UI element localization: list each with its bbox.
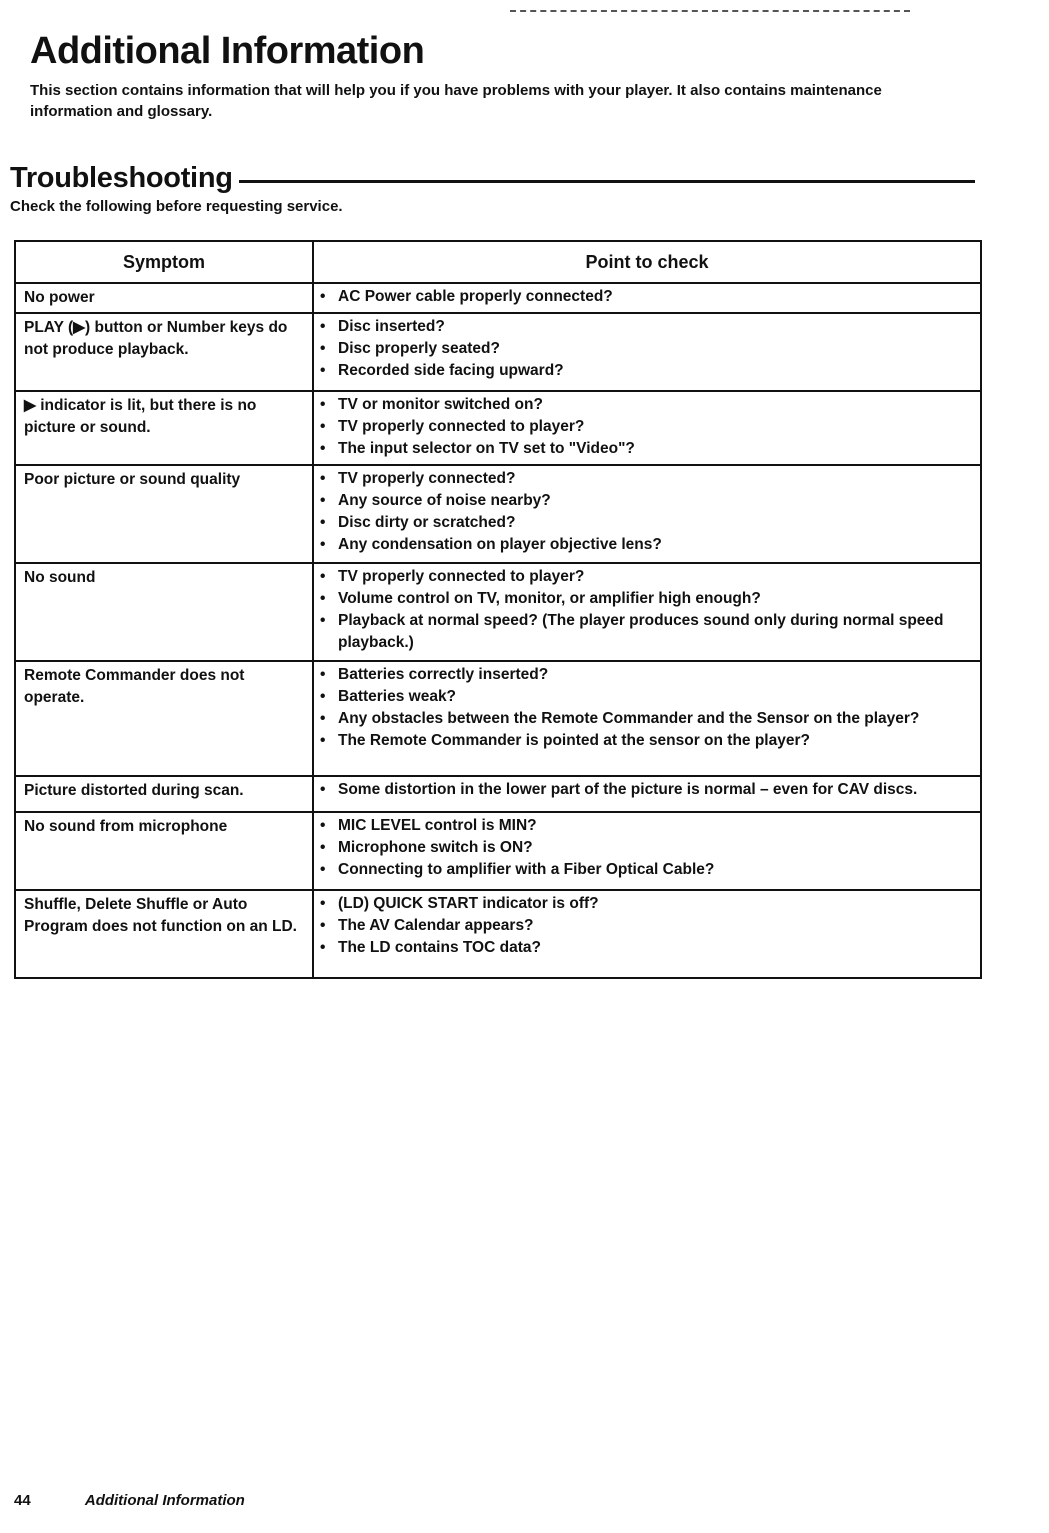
page-title: Additional Information <box>30 30 425 72</box>
table-row <box>15 283 981 313</box>
points-cell <box>313 563 981 661</box>
check-point-item: • The AV Calendar appears? <box>316 915 976 937</box>
check-point-item: • Batteries correctly inserted? <box>316 664 976 686</box>
table-header-row <box>15 241 981 283</box>
points-cell <box>313 776 981 812</box>
symptom-cell: Shuffle, Delete Shuffle or Auto Program does not function on an LD. <box>15 890 313 978</box>
troubleshooting-table <box>14 240 982 979</box>
symptom-cell: No power <box>15 283 313 313</box>
intro-paragraph: This section contains information that will help you if you have problems with your player. It also contains maintenance information and glossary. <box>30 82 882 120</box>
column-header-symptom: Symptom <box>15 241 313 283</box>
check-point-item: • TV properly connected? <box>316 468 976 490</box>
points-cell <box>313 890 981 978</box>
points-list <box>316 815 976 881</box>
check-point-item: • Connecting to amplifier with a Fiber Optical Cable? <box>316 859 976 881</box>
symptom-cell: No sound <box>15 563 313 661</box>
symptom-cell: ▶ indicator is lit, but there is no picture or sound. <box>15 391 313 465</box>
table-row <box>15 812 981 890</box>
table-row <box>15 563 981 661</box>
check-point-item: • Any condensation on player objective lens? <box>316 534 976 556</box>
points-cell <box>313 812 981 890</box>
points-list <box>316 286 976 308</box>
top-dashed-rule <box>510 10 910 12</box>
points-cell <box>313 283 981 313</box>
check-point-item: • MIC LEVEL control is MIN? <box>316 815 976 837</box>
page-footer <box>14 1492 245 1509</box>
check-point-item: • The LD contains TOC data? <box>316 937 976 959</box>
section-title: Troubleshooting <box>10 161 233 194</box>
symptom-cell: No sound from microphone <box>15 812 313 890</box>
check-point-item: • Microphone switch is ON? <box>316 837 976 859</box>
column-header-point-to-check: Point to check <box>313 241 981 283</box>
check-point-item: • TV properly connected to player? <box>316 566 976 588</box>
section-rule <box>239 180 975 183</box>
points-list <box>316 468 976 556</box>
table-body <box>15 283 981 978</box>
symptom-cell: Poor picture or sound quality <box>15 465 313 563</box>
section-header <box>10 160 975 196</box>
footer-title: Additional Information <box>84 1492 245 1509</box>
points-list <box>316 316 976 382</box>
table-row <box>15 465 981 563</box>
points-list <box>316 779 976 801</box>
check-point-item: • Recorded side facing upward? <box>316 360 976 382</box>
check-point-item: • TV or monitor switched on? <box>316 394 976 416</box>
symptom-cell: Remote Commander does not operate. <box>15 661 313 776</box>
check-point-item: • Any obstacles between the Remote Commander and the Sensor on the player? <box>316 708 976 730</box>
check-point-item: • Playback at normal speed? (The player produces sound only during normal speed playback.) <box>316 610 976 654</box>
symptom-cell: PLAY (▶) button or Number keys do not produce playback. <box>15 313 313 391</box>
points-cell <box>313 313 981 391</box>
table-row <box>15 890 981 978</box>
check-point-item: • Any source of noise nearby? <box>316 490 976 512</box>
points-list <box>316 566 976 654</box>
points-list <box>316 664 976 752</box>
check-point-item: • Disc properly seated? <box>316 338 976 360</box>
check-point-item: • Batteries weak? <box>316 686 976 708</box>
table-row <box>15 391 981 465</box>
table-row <box>15 313 981 391</box>
check-point-item: • Volume control on TV, monitor, or amplifier high enough? <box>316 588 976 610</box>
points-cell <box>313 391 981 465</box>
points-cell <box>313 661 981 776</box>
check-point-item: • TV properly connected to player? <box>316 416 976 438</box>
check-point-item: • AC Power cable properly connected? <box>316 286 976 308</box>
section-subtitle: Check the following before requesting service. <box>10 198 343 215</box>
check-point-item: • The Remote Commander is pointed at the sensor on the player? <box>316 730 976 752</box>
points-list <box>316 893 976 959</box>
check-point-item: • The input selector on TV set to "Video"? <box>316 438 976 460</box>
check-point-item: • (LD) QUICK START indicator is off? <box>316 893 976 915</box>
table-row <box>15 776 981 812</box>
table-row <box>15 661 981 776</box>
page-number: 44 <box>14 1492 31 1509</box>
symptom-cell: Picture distorted during scan. <box>15 776 313 812</box>
points-list <box>316 394 976 460</box>
points-cell <box>313 465 981 563</box>
check-point-item: • Disc dirty or scratched? <box>316 512 976 534</box>
check-point-item: • Some distortion in the lower part of the picture is normal – even for CAV discs. <box>316 779 976 801</box>
check-point-item: • Disc inserted? <box>316 316 976 338</box>
